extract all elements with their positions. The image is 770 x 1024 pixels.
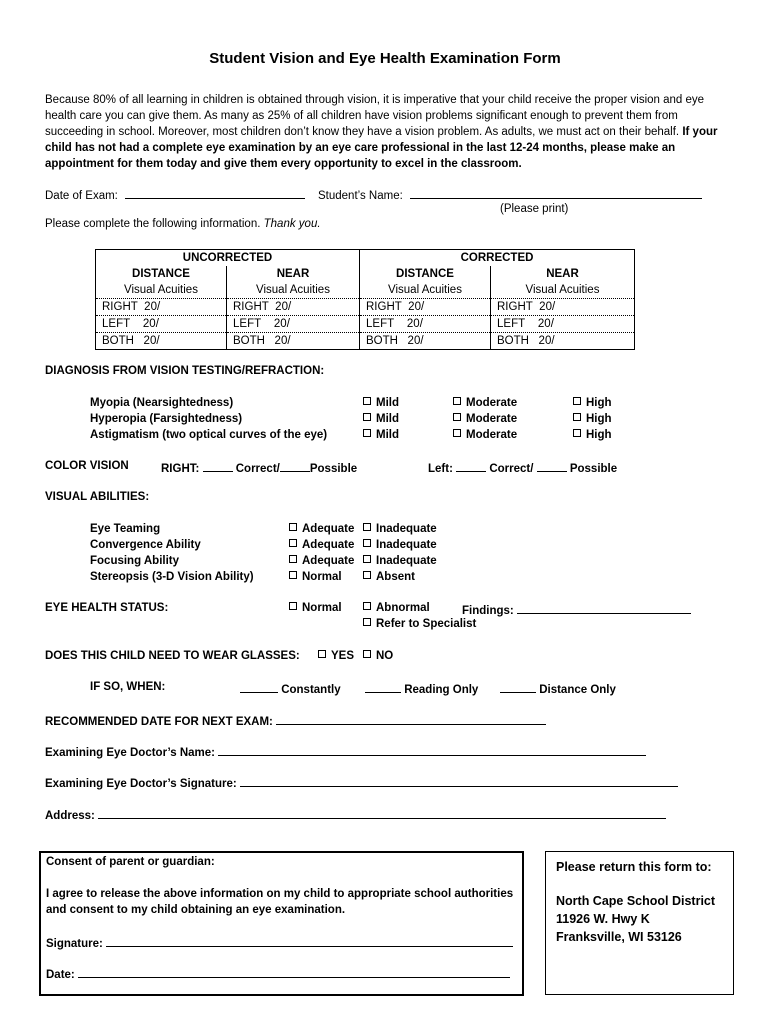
ability-option[interactable]: Adequate <box>289 523 354 535</box>
visual-acuities-label: Visual Acuities <box>360 282 491 299</box>
astigmatism-moderate-option[interactable]: Moderate <box>453 429 517 441</box>
checkbox-icon <box>453 397 461 405</box>
acuity-cell[interactable]: RIGHT 20/ <box>227 299 360 316</box>
consent-date-field[interactable] <box>78 966 510 978</box>
ability-stereopsis: Stereopsis (3-D Vision Ability) <box>90 571 254 583</box>
eye-health-abnormal-option[interactable]: Abnormal <box>363 602 430 614</box>
checkbox-icon <box>363 539 371 547</box>
acuity-cell[interactable]: LEFT 20/ <box>96 316 227 333</box>
visual-acuities-label: Visual Acuities <box>96 282 227 299</box>
checkbox-icon <box>289 602 297 610</box>
acuity-cell[interactable]: BOTH 20/ <box>96 333 227 350</box>
checkbox-icon <box>289 555 297 563</box>
ability-convergence: Convergence Ability <box>90 539 201 551</box>
condition-hyperopia: Hyperopia (Farsightedness) <box>90 413 243 425</box>
glasses-no-option[interactable]: NO <box>363 650 393 662</box>
myopia-moderate-option[interactable]: Moderate <box>453 397 517 409</box>
checkbox-icon <box>289 523 297 531</box>
glasses-label: DOES THIS CHILD NEED TO WEAR GLASSES: <box>45 650 300 662</box>
uncorrected-near-header: NEAR <box>227 266 360 282</box>
myopia-high-option[interactable]: High <box>573 397 612 409</box>
uncorrected-distance-header: DISTANCE <box>96 266 227 282</box>
consent-date-row: Date: <box>46 966 510 981</box>
constantly-option: Constantly <box>240 681 341 696</box>
reading-only-field[interactable] <box>365 681 401 693</box>
acuity-cell[interactable]: RIGHT 20/ <box>491 299 635 316</box>
checkbox-icon <box>573 397 581 405</box>
constantly-field[interactable] <box>240 681 278 693</box>
if-so-when-label: IF SO, WHEN: <box>90 681 166 693</box>
eye-health-normal-option[interactable]: Normal <box>289 602 342 614</box>
color-left-possible-field[interactable] <box>537 460 567 472</box>
checkbox-icon <box>363 602 371 610</box>
corrected-header: CORRECTED <box>360 250 635 267</box>
checkbox-icon <box>363 650 371 658</box>
ability-option[interactable]: Inadequate <box>363 539 437 551</box>
color-vision-label: COLOR VISION <box>45 460 129 472</box>
address-field[interactable] <box>98 807 666 819</box>
ability-option[interactable]: Inadequate <box>363 523 437 535</box>
checkbox-icon <box>573 429 581 437</box>
distance-only-option: Distance Only <box>500 681 616 696</box>
reading-only-option: Reading Only <box>365 681 478 696</box>
color-right-correct-field[interactable] <box>203 460 233 472</box>
color-right-possible-field[interactable] <box>280 460 310 472</box>
checkbox-icon <box>363 429 371 437</box>
return-heading: Please return this form to: <box>556 860 712 874</box>
hyperopia-mild-option[interactable]: Mild <box>363 413 399 425</box>
checkbox-icon <box>573 413 581 421</box>
student-name-row <box>318 187 702 202</box>
checkbox-icon <box>363 413 371 421</box>
acuity-row-left <box>96 316 635 333</box>
intro-text: Because 80% of all learning in children is obtained through vision, it is imperative that your child receive the proper vision and eye health care you can give them. As many as 25% of all children have vision problems significant enough to prevent them from succeeding in school. Moreover, most children don’t know they have a vision problem. As adults, we must act on their behalf. <box>45 94 705 138</box>
checkbox-icon <box>289 571 297 579</box>
glasses-yes-option[interactable]: YES <box>318 650 354 662</box>
acuity-cell[interactable]: BOTH 20/ <box>227 333 360 350</box>
return-line-3: Franksville, WI 53126 <box>556 930 682 944</box>
consent-signature-row: Signature: <box>46 935 513 950</box>
consent-signature-field[interactable] <box>106 935 513 947</box>
astigmatism-high-option[interactable]: High <box>573 429 612 441</box>
corrected-near-header: NEAR <box>491 266 635 282</box>
checkbox-icon <box>363 618 371 626</box>
doctor-name-field[interactable] <box>218 744 646 756</box>
return-line-2: 11926 W. Hwy K <box>556 912 650 926</box>
condition-astigmatism: Astigmatism (two optical curves of the eye) <box>90 429 328 441</box>
checkbox-icon <box>363 571 371 579</box>
doctor-name-row: Examining Eye Doctor’s Name: <box>45 744 646 759</box>
next-exam-field[interactable] <box>276 713 546 725</box>
checkbox-icon <box>453 413 461 421</box>
acuity-cell[interactable]: RIGHT 20/ <box>360 299 491 316</box>
ability-focusing: Focusing Ability <box>90 555 180 567</box>
acuity-cell[interactable]: RIGHT 20/ <box>96 299 227 316</box>
color-left-correct-field[interactable] <box>456 460 486 472</box>
color-vision-right: RIGHT: Correct/ Possible <box>161 460 357 475</box>
ability-option[interactable]: Adequate <box>289 539 354 551</box>
ability-option[interactable]: Inadequate <box>363 555 437 567</box>
checkbox-icon <box>363 397 371 405</box>
acuity-cell[interactable]: LEFT 20/ <box>491 316 635 333</box>
form-title: Student Vision and Eye Health Examination Form <box>209 50 561 67</box>
diagnosis-heading: DIAGNOSIS FROM VISION TESTING/REFRACTION: <box>45 365 325 377</box>
hyperopia-moderate-option[interactable]: Moderate <box>453 413 517 425</box>
visual-abilities-heading: VISUAL ABILITIES: <box>45 491 150 503</box>
date-of-exam-row <box>45 187 305 202</box>
corrected-distance-header: DISTANCE <box>360 266 491 282</box>
condition-myopia: Myopia (Nearsightedness) <box>90 397 234 409</box>
complete-info-line <box>45 218 321 230</box>
student-name-field[interactable] <box>410 187 702 199</box>
refer-specialist-option[interactable]: Refer to Specialist <box>363 618 476 630</box>
checkbox-icon <box>289 539 297 547</box>
uncorrected-header: UNCORRECTED <box>96 250 360 267</box>
acuity-cell[interactable]: BOTH 20/ <box>360 333 491 350</box>
student-name-label: Student’s Name: <box>318 190 403 202</box>
visual-acuities-label: Visual Acuities <box>491 282 635 299</box>
consent-heading: Consent of parent or guardian: <box>46 856 215 868</box>
findings-row: Findings: <box>462 602 691 617</box>
hyperopia-high-option[interactable]: High <box>573 413 612 425</box>
intro-paragraph <box>45 92 727 172</box>
acuity-row-right <box>96 299 635 316</box>
ability-option[interactable]: Absent <box>363 571 415 583</box>
doctor-signature-row: Examining Eye Doctor’s Signature: <box>45 775 678 790</box>
ability-option[interactable]: Normal <box>289 571 342 583</box>
findings-field[interactable] <box>517 602 691 614</box>
date-of-exam-field[interactable] <box>125 187 305 199</box>
thank-you-text: Thank you. <box>263 218 321 230</box>
next-exam-row: RECOMMENDED DATE FOR NEXT EXAM: <box>45 713 546 728</box>
doctor-signature-field[interactable] <box>240 775 678 787</box>
consent-text: I agree to release the above information on my child to appropriate school authorities and consent to my child obtaining an eye examination. <box>46 888 514 916</box>
acuity-cell[interactable]: LEFT 20/ <box>227 316 360 333</box>
return-line-1: North Cape School District <box>556 894 716 908</box>
complete-info-text: Please complete the following information. <box>45 218 261 230</box>
address-row: Address: <box>45 807 666 822</box>
visual-acuity-table <box>95 249 635 350</box>
color-vision-left: Left: Correct/ Possible <box>428 460 617 475</box>
distance-only-field[interactable] <box>500 681 536 693</box>
astigmatism-mild-option[interactable]: Mild <box>363 429 399 441</box>
acuity-row-both <box>96 333 635 350</box>
ability-option[interactable]: Adequate <box>289 555 354 567</box>
please-print-note: (Please print) <box>500 203 569 215</box>
acuity-cell[interactable]: LEFT 20/ <box>360 316 491 333</box>
checkbox-icon <box>363 555 371 563</box>
acuity-cell[interactable]: BOTH 20/ <box>491 333 635 350</box>
visual-acuities-label: Visual Acuities <box>227 282 360 299</box>
checkbox-icon <box>318 650 326 658</box>
eye-health-label: EYE HEALTH STATUS: <box>45 602 169 614</box>
ability-eye-teaming: Eye Teaming <box>90 523 161 535</box>
myopia-mild-option[interactable]: Mild <box>363 397 399 409</box>
intro-bold-text: If your child has not had a complete eye examination by an eye care professional in the last 12-24 months, please make an appointment for them today and give them every opportunity to excel in the classroom. <box>45 126 718 170</box>
date-of-exam-label: Date of Exam: <box>45 190 118 202</box>
checkbox-icon <box>363 523 371 531</box>
consent-box <box>39 851 524 996</box>
checkbox-icon <box>453 429 461 437</box>
return-address-box <box>545 851 734 995</box>
